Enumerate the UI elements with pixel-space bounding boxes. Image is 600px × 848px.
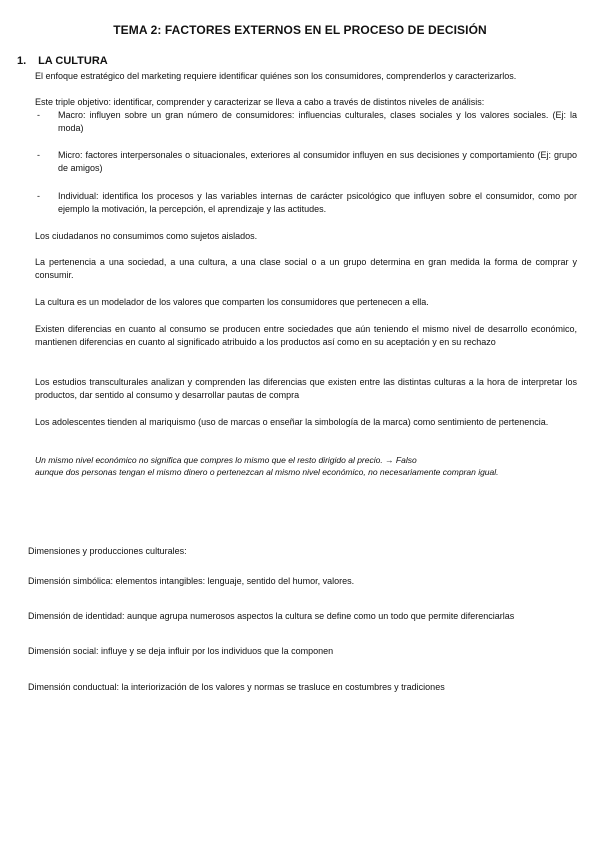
dimensions-heading: Dimensiones y producciones culturales: bbox=[28, 546, 187, 556]
italic-note-line-2: aunque dos personas tengan el mismo dinero o pertenezcan al mismo nivel económico, no necesariamente compran igual. bbox=[35, 467, 499, 477]
italic-note-line-1: Un mismo nivel económico no significa que compres lo mismo que el resto dirigido al precio. → Falso bbox=[35, 455, 417, 465]
bullet-text: Micro: factores interpersonales o situacionales, exteriores al consumidor influyen en sus decisiones y comportamiento (Ej: grupo de amigos) bbox=[58, 150, 577, 173]
paragraph-culture-values: La cultura es un modelador de los valores que comparten los consumidores que pertenecen a ella. bbox=[35, 297, 429, 307]
paragraph-adolescents: Los adolescentes tienden al mariquismo (uso de marcas o enseñar la simbología de la marca) como sentimiento de pertenencia. bbox=[35, 417, 549, 427]
paragraph-intro: El enfoque estratégico del marketing requiere identificar quiénes son los consumidores, comprenderlos y caracterizarlos. bbox=[35, 71, 517, 81]
document-title: TEMA 2: FACTORES EXTERNOS EN EL PROCESO DE DECISIÓN bbox=[113, 23, 487, 37]
dimension-symbolic: Dimensión simbólica: elementos intangibles: lenguaje, sentido del humor, valores. bbox=[28, 576, 355, 586]
section-number: 1. bbox=[17, 55, 27, 67]
bullet-dash: - bbox=[37, 110, 40, 120]
italic-note bbox=[35, 454, 580, 478]
paragraph-citizens: Los ciudadanos no consumimos como sujetos aislados. bbox=[35, 231, 258, 241]
paragraph-differences: Existen diferencias en cuanto al consumo se producen entre sociedades que aún teniendo el mismo nivel de desarrollo económico, mantienen diferencias en cuanto al significado atribuido a los productos así como en su aceptación y en su rechazo bbox=[35, 324, 577, 347]
bullet-dash: - bbox=[37, 150, 40, 160]
bullet-text: Macro: influyen sobre un gran número de consumidores: influencias culturales, clases sociales y los valores sociales. (Ej: la moda) bbox=[58, 110, 577, 133]
paragraph-belonging: La pertenencia a una sociedad, a una cultura, a una clase social o a un grupo determina en gran medida la forma de comprar y consumir. bbox=[35, 257, 577, 280]
dimension-behavioral: Dimensión conductual: la interiorización de los valores y normas se trasluce en costumbres y tradiciones bbox=[28, 682, 445, 692]
paragraph-transcultural: Los estudios transculturales analizan y comprenden las diferencias que existen entre las distintas culturas a la hora de interpretar los productos, dar sentido al consumo y desarrollar pautas de compra bbox=[35, 377, 577, 400]
dimension-identity: Dimensión de identidad: aunque agrupa numerosos aspectos la cultura se define como un todo que permite diferenciarlas bbox=[28, 611, 515, 621]
bullet-text: Individual: identifica los procesos y las variables internas de carácter psicológico que influyen sobre el consumidor, como por ejemplo la motivación, la percepción, el aprendizaje y las actitudes. bbox=[58, 191, 577, 214]
section-heading bbox=[17, 55, 108, 67]
dimension-social: Dimensión social: influye y se deja influir por los individuos que la componen bbox=[28, 646, 334, 656]
section-title: LA CULTURA bbox=[38, 55, 108, 67]
bullet-dash: - bbox=[37, 191, 40, 201]
paragraph-objective: Este triple objetivo: identificar, comprender y caracterizar se lleva a cabo a través de distintos niveles de análisis: bbox=[35, 97, 485, 107]
